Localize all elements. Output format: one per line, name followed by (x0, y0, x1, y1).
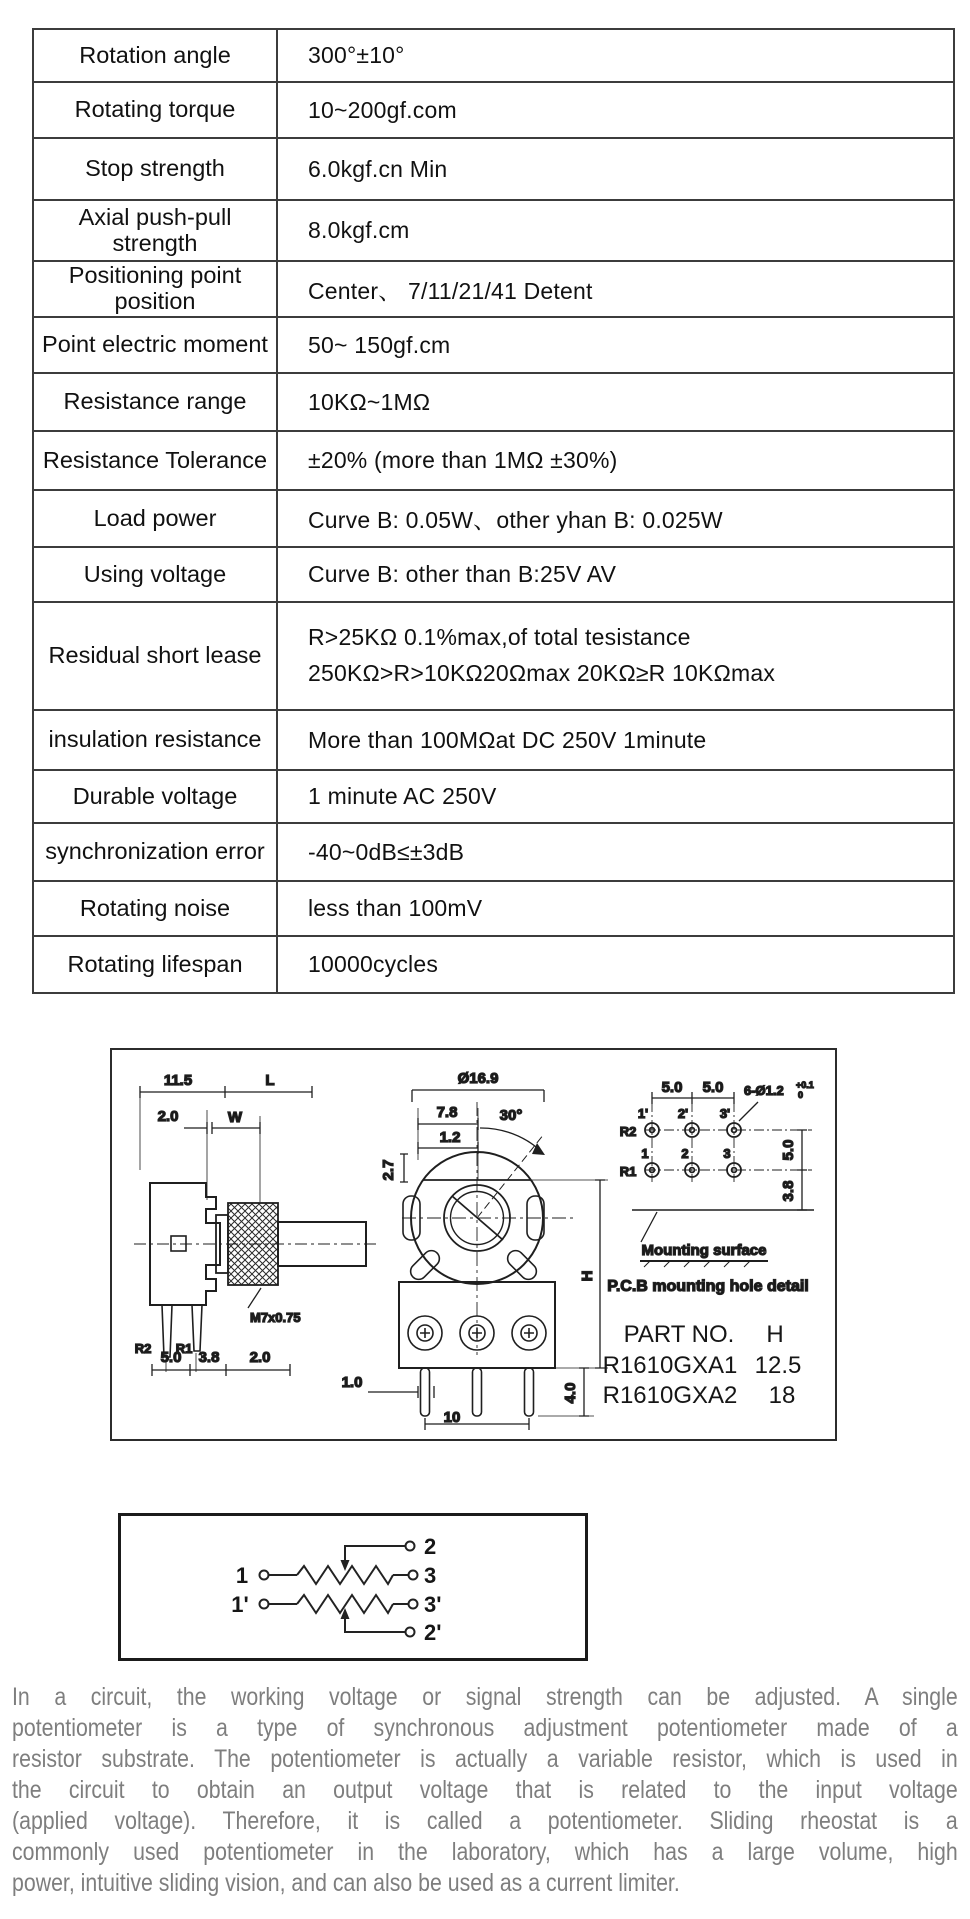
table-row (33, 936, 954, 993)
spec-value: -40~0dB≤±3dB (277, 823, 954, 881)
part-number: R1610GXA2 (602, 1382, 738, 1409)
spec-table (32, 28, 955, 994)
spec-value-line1: R>25KΩ 0.1%max,of total tesistance (308, 624, 691, 651)
hole-tolerance-lower: 0 (798, 1090, 804, 1100)
table-row (33, 602, 954, 710)
spec-label: Rotation angle (33, 29, 277, 82)
spec-label: Axial push-pull strength (33, 200, 277, 261)
spec-value: ±20% (more than 1MΩ ±30%) (277, 431, 954, 490)
table-row (33, 881, 954, 936)
dim-label: 7.8 (436, 1104, 458, 1121)
spec-label: Rotating torque (33, 82, 277, 138)
table-row (33, 431, 954, 490)
spec-value: 1 minute AC 250V (277, 770, 954, 823)
part-number-table (603, 1321, 802, 1409)
pin-number-label: 3 (723, 1146, 731, 1161)
terminal-row-label: R2 (619, 1124, 637, 1139)
description-line: commonly used potentiometer in the laboratory, which has a large volume, high (12, 1838, 958, 1866)
thread-spec-label: M7x0.75 (250, 1310, 301, 1325)
dim-label: 2.7 (380, 1159, 397, 1181)
pcb-hole-detail-drawing (607, 1079, 814, 1295)
description-line: resistor substrate. The potentiometer is actually a variable resistor, which is used in (12, 1745, 958, 1773)
spec-value: 50~ 150gf.cm (277, 317, 954, 373)
table-row (33, 373, 954, 431)
spec-label: Resistance range (33, 373, 277, 431)
dim-label: 11.5 (163, 1072, 193, 1089)
spec-value: Curve B: 0.05W、other yhan B: 0.025W (277, 490, 954, 547)
spec-label: Rotating lifespan (33, 936, 277, 993)
dim-label: 1.2 (439, 1129, 461, 1146)
table-row (33, 490, 954, 547)
table-row (33, 710, 954, 770)
description-line: potentiometer is a type of synchronous adjustment potentiometer made of a (12, 1714, 958, 1742)
spec-label: Positioning point position (33, 261, 277, 317)
spec-value: 300°±10° (277, 29, 954, 82)
pin-number-label: 2' (677, 1106, 689, 1121)
dim-label: W (227, 1109, 243, 1126)
spec-value (277, 602, 954, 710)
spec-label: synchronization error (33, 823, 277, 881)
technical-drawing-box (110, 1048, 837, 1441)
dim-label: 1.0 (341, 1374, 363, 1391)
table-row (33, 823, 954, 881)
table-row (33, 29, 954, 82)
dim-label: H (579, 1270, 596, 1282)
technical-drawing (112, 1050, 835, 1439)
terminal-row-label: R1 (175, 1341, 193, 1356)
spec-value: Curve B: other than B:25V AV (277, 547, 954, 602)
dim-label: 3.8 (780, 1180, 797, 1202)
spec-value-line2: 250KΩ>R>10KΩ20Ωmax 20KΩ≥R 10KΩmax (308, 660, 776, 686)
spec-value: Center、 7/11/21/41 Detent (277, 261, 954, 317)
terminal-row-label: R1 (619, 1164, 637, 1179)
dim-label: 5.0 (702, 1079, 724, 1096)
description-line: power, intuitive sliding vision, and can also be used as a current limiter. (12, 1869, 680, 1897)
spec-label: Load power (33, 490, 277, 547)
pin-number-label: 3' (719, 1106, 731, 1121)
part-no-header: PART NO. (623, 1321, 735, 1348)
spec-value: More than 100MΩat DC 250V 1minute (277, 710, 954, 770)
dim-label: 5.0 (780, 1139, 797, 1161)
circuit-schematic (121, 1516, 585, 1658)
spec-value: less than 100mV (277, 881, 954, 936)
table-row (33, 547, 954, 602)
side-view-drawing (134, 1072, 380, 1376)
spec-label: Residual short lease (33, 602, 277, 710)
hole-tolerance-upper: +0.1 (796, 1080, 814, 1090)
dim-label: Ø16.9 (457, 1070, 499, 1087)
hole-spec-label: 6-Ø1.2 (744, 1083, 784, 1098)
spec-label: Point electric moment (33, 317, 277, 373)
table-row (33, 261, 954, 317)
dim-label: 5.0 (661, 1079, 683, 1096)
table-row (33, 82, 954, 138)
terminal-label: 2 (424, 1534, 437, 1559)
product-description (12, 1682, 958, 1899)
dim-label: 30° (499, 1107, 523, 1124)
part-h-value: 18 (768, 1382, 796, 1409)
pcb-caption: P.C.B mounting hole detail (607, 1278, 809, 1295)
mounting-surface-label: Mounting surface (641, 1242, 767, 1259)
schematic-wires (260, 1542, 418, 1637)
dim-label: 2.0 (157, 1108, 179, 1125)
description-line: In a circuit, the working voltage or signal strength can be adjusted. A single (12, 1683, 958, 1711)
pin-number-label: 1 (641, 1146, 649, 1161)
spec-label: Stop strength (33, 138, 277, 200)
table-row (33, 138, 954, 200)
dim-label: 5.0 (160, 1349, 182, 1366)
table-row (33, 200, 954, 261)
terminal-label: 1 (235, 1563, 249, 1588)
spec-label: Rotating noise (33, 881, 277, 936)
terminal-label: 3 (424, 1563, 437, 1588)
pin-number-label: 1' (637, 1106, 649, 1121)
description-line: (applied voltage). Therefore, it is called a potentiometer. Sliding rheostat is a (12, 1807, 958, 1835)
table-row (33, 770, 954, 823)
terminal-label: 1' (231, 1592, 249, 1617)
dim-label: L (265, 1072, 275, 1089)
front-view-drawing (342, 1070, 608, 1430)
part-number: R1610GXA1 (602, 1352, 738, 1379)
spec-label: Using voltage (33, 547, 277, 602)
spec-value: 6.0kgf.cn Min (277, 138, 954, 200)
terminal-label: 3' (424, 1592, 442, 1617)
pin-number-label: 2 (681, 1146, 689, 1161)
table-row (33, 317, 954, 373)
description-line: the circuit to obtain an output voltage that is related to the input voltage (12, 1776, 958, 1804)
dim-label: 3.8 (198, 1349, 220, 1366)
terminal-label: 2' (424, 1620, 442, 1645)
spec-label: Resistance Tolerance (33, 431, 277, 490)
part-h-header: H (766, 1321, 784, 1348)
spec-label: Durable voltage (33, 770, 277, 823)
spec-value: 10KΩ~1MΩ (277, 373, 954, 431)
spec-value: 10~200gf.com (277, 82, 954, 138)
terminal-row-label: R2 (134, 1341, 152, 1356)
spec-label: insulation resistance (33, 710, 277, 770)
spec-value: 8.0kgf.cm (277, 200, 954, 261)
dim-label: 10 (443, 1409, 461, 1426)
dim-label: 2.0 (249, 1349, 271, 1366)
dim-label: 4.0 (562, 1382, 579, 1404)
part-h-value: 12.5 (754, 1352, 802, 1379)
spec-value: 10000cycles (277, 936, 954, 993)
circuit-schematic-box (118, 1513, 588, 1661)
